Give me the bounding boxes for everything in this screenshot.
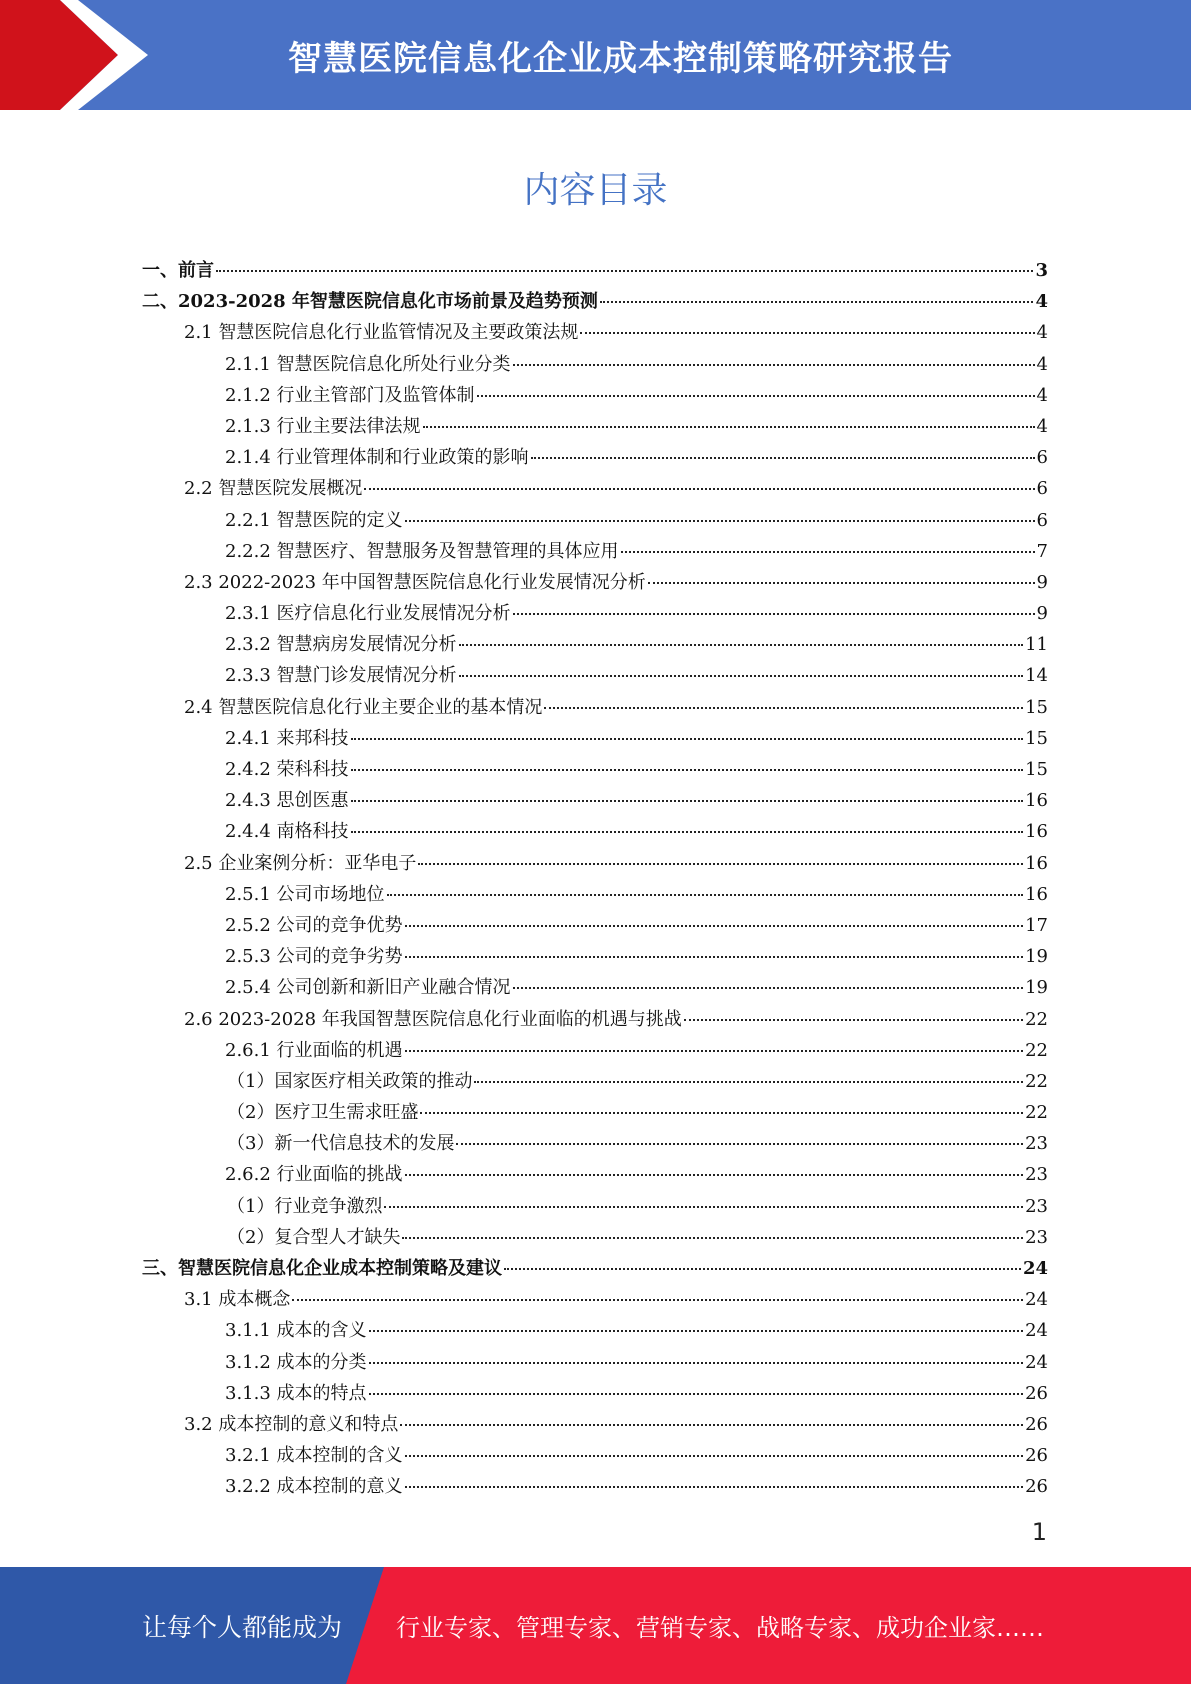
toc-entry-label: （2）复合型人才缺失 [227, 1226, 401, 1248]
toc-entry-label: 2.3.2 智慧病房发展情况分析 [225, 634, 457, 656]
toc-entry[interactable] [142, 941, 1048, 972]
toc-entry-label: 三、智慧医院信息化企业成本控制策略及建议 [142, 1258, 502, 1279]
toc-entry-page: 11 [1025, 634, 1048, 656]
toc-entry-label: 3.1.3 成本的特点 [225, 1382, 367, 1404]
toc-entry-label: 2.1.1 智慧医院信息化所处行业分类 [225, 353, 511, 375]
toc-entry-label: 3.1.1 成本的含义 [225, 1320, 367, 1342]
toc-entry[interactable] [142, 473, 1048, 504]
toc-leader-dots [648, 582, 1035, 584]
toc-entry-label: 2.3 2022-2023 年中国智慧医院信息化行业发展情况分析 [184, 571, 646, 593]
toc-entry[interactable] [142, 1035, 1048, 1066]
footer-roles: 行业专家、管理专家、营销专家、战略专家、成功企业家…… [396, 1614, 1044, 1642]
toc-leader-dots [369, 1393, 1024, 1395]
toc-leader-dots [456, 1143, 1023, 1145]
toc-entry[interactable] [142, 972, 1048, 1003]
footer-slogan: 让每个人都能成为 [142, 1612, 343, 1642]
toc-entry-page: 22 [1025, 1008, 1048, 1030]
toc-entry[interactable] [142, 910, 1048, 941]
toc-entry[interactable] [142, 1004, 1048, 1035]
toc-leader-dots [405, 1486, 1024, 1488]
toc-leader-dots [351, 738, 1024, 740]
toc-entry-page: 15 [1025, 696, 1048, 718]
toc-entry-page: 26 [1025, 1382, 1048, 1404]
toc-entry-label: 2.2.1 智慧医院的定义 [225, 509, 403, 531]
toc-entry-page: 6 [1036, 509, 1048, 531]
toc-entry-label: 一、前言 [142, 260, 214, 281]
toc-entry-label: 2.1 智慧医院信息化行业监管情况及主要政策法规 [184, 322, 579, 344]
toc-entry-page: 23 [1025, 1226, 1048, 1248]
toc-leader-dots [405, 1174, 1024, 1176]
toc-entry-page: 4 [1035, 291, 1048, 313]
toc-leader-dots [420, 1112, 1023, 1114]
toc-leader-dots [580, 332, 1034, 334]
toc-entry[interactable] [142, 629, 1048, 660]
toc-entry-page: 26 [1025, 1476, 1048, 1498]
toc-entry-label: 3.1.2 成本的分类 [225, 1351, 367, 1373]
toc-leader-dots [405, 956, 1024, 958]
toc-leader-dots [621, 551, 1035, 553]
toc-entry-label: 3.2.1 成本控制的含义 [225, 1445, 403, 1467]
toc-entry-label: 二、2023-2028 年智慧医院信息化市场前景及趋势预测 [142, 291, 598, 313]
toc-entry-page: 14 [1025, 665, 1048, 687]
toc-entry-label: 2.5 企业案例分析：亚华电子 [184, 852, 417, 874]
toc-entry-label: （1）国家医疗相关政策的推动 [227, 1070, 473, 1092]
toc-heading: 内容目录 [523, 170, 668, 211]
toc-leader-dots [292, 1299, 1023, 1301]
toc-leader-dots [351, 769, 1024, 771]
toc-entry-label: 2.2 智慧医院发展概况 [184, 478, 363, 500]
toc-leader-dots [513, 613, 1035, 615]
toc-entry-page: 23 [1025, 1195, 1048, 1217]
toc-entry-page: 9 [1036, 571, 1048, 593]
toc-entry[interactable] [142, 1222, 1048, 1253]
toc-entry-page: 17 [1025, 914, 1048, 936]
toc-leader-dots [384, 1206, 1023, 1208]
toc-leader-dots [544, 707, 1023, 709]
toc-entry-page: 9 [1036, 603, 1048, 625]
toc-entry-page: 22 [1025, 1070, 1048, 1092]
toc-entry[interactable] [142, 1159, 1048, 1190]
toc-entry-page: 24 [1022, 1258, 1048, 1279]
toc-entry[interactable] [142, 785, 1048, 816]
toc-entry-page: 19 [1025, 977, 1048, 999]
toc-leader-dots [418, 863, 1023, 865]
toc-entry-page: 23 [1025, 1164, 1048, 1186]
toc-entry-page: 19 [1025, 946, 1048, 968]
toc-entry-label: 2.3.1 医疗信息化行业发展情况分析 [225, 603, 511, 625]
toc-entry-page: 16 [1025, 883, 1048, 905]
toc-entry[interactable] [142, 1128, 1048, 1159]
toc-entry[interactable] [142, 349, 1048, 380]
toc-entry[interactable] [142, 1066, 1048, 1097]
toc-leader-dots [531, 457, 1035, 459]
toc-entry-label: 2.2.2 智慧医疗、智慧服务及智慧管理的具体应用 [225, 540, 619, 562]
toc-leader-dots [600, 301, 1034, 303]
toc-entry-label: 2.4.3 思创医惠 [225, 790, 349, 812]
toc-entry[interactable] [142, 1191, 1048, 1222]
toc-entry-page: 4 [1036, 384, 1048, 406]
toc-leader-dots [405, 925, 1024, 927]
toc-entry-label: 2.5.3 公司的竞争劣势 [225, 946, 403, 968]
toc-entry-page: 24 [1025, 1320, 1048, 1342]
table-of-contents [142, 255, 1048, 1503]
header-banner [0, 0, 1191, 110]
toc-entry[interactable] [142, 692, 1048, 723]
toc-entry-label: 2.5.2 公司的竞争优势 [225, 914, 403, 936]
toc-entry-page: 26 [1025, 1445, 1048, 1467]
toc-entry[interactable] [142, 1409, 1048, 1440]
toc-entry[interactable] [142, 380, 1048, 411]
toc-leader-dots [369, 1362, 1024, 1364]
footer-banner [0, 1567, 1191, 1684]
toc-entry[interactable] [142, 660, 1048, 691]
toc-entry-label: （2）医疗卫生需求旺盛 [227, 1102, 419, 1124]
toc-leader-dots [369, 1330, 1024, 1332]
toc-entry[interactable] [142, 1284, 1048, 1315]
toc-entry-page: 3 [1035, 260, 1048, 281]
toc-leader-dots [364, 488, 1034, 490]
toc-entry[interactable] [142, 567, 1048, 598]
toc-leader-dots [423, 426, 1035, 428]
toc-leader-dots [513, 364, 1035, 366]
toc-entry-page: 24 [1025, 1351, 1048, 1373]
toc-leader-dots [504, 1268, 1021, 1270]
toc-entry-page: 26 [1025, 1413, 1048, 1435]
toc-leader-dots [387, 894, 1024, 896]
red-chevron-icon [0, 0, 160, 110]
toc-entry[interactable] [142, 754, 1048, 785]
toc-entry[interactable] [142, 848, 1048, 879]
toc-entry-label: 2.6.2 行业面临的挑战 [225, 1164, 403, 1186]
toc-entry[interactable] [142, 598, 1048, 629]
toc-leader-dots [477, 395, 1035, 397]
toc-entry-page: 4 [1036, 322, 1048, 344]
toc-entry-page: 16 [1025, 852, 1048, 874]
toc-entry[interactable] [142, 879, 1048, 910]
toc-entry-label: 2.6.1 行业面临的机遇 [225, 1039, 403, 1061]
toc-entry-page: 22 [1025, 1102, 1048, 1124]
toc-entry-label: 2.3.3 智慧门诊发展情况分析 [225, 665, 457, 687]
toc-leader-dots [402, 1237, 1023, 1239]
toc-entry[interactable] [142, 505, 1048, 536]
toc-entry-label: 2.6 2023-2028 年我国智慧医院信息化行业面临的机遇与挑战 [184, 1008, 682, 1030]
toc-entry[interactable] [142, 286, 1048, 317]
toc-entry-label: 3.1 成本概念 [184, 1289, 291, 1311]
toc-entry-label: 2.4.1 来邦科技 [225, 727, 349, 749]
toc-entry-page: 6 [1036, 447, 1048, 469]
toc-entry[interactable] [142, 723, 1048, 754]
toc-leader-dots [405, 1050, 1024, 1052]
toc-entry-page: 4 [1036, 353, 1048, 375]
toc-entry-page: 4 [1036, 415, 1048, 437]
toc-entry[interactable] [142, 411, 1048, 442]
toc-entry-label: 2.1.2 行业主管部门及监管体制 [225, 384, 475, 406]
toc-entry-label: 2.4 智慧医院信息化行业主要企业的基本情况 [184, 696, 543, 718]
toc-leader-dots [684, 1019, 1023, 1021]
toc-entry-page: 16 [1025, 790, 1048, 812]
toc-entry-page: 24 [1025, 1289, 1048, 1311]
toc-entry[interactable] [142, 536, 1048, 567]
toc-leader-dots [351, 800, 1024, 802]
toc-entry-label: （1）行业竞争激烈 [227, 1195, 383, 1217]
toc-entry[interactable] [142, 1347, 1048, 1378]
toc-leader-dots [459, 675, 1024, 677]
toc-entry[interactable] [142, 1440, 1048, 1471]
toc-entry-page: 22 [1025, 1039, 1048, 1061]
toc-entry[interactable] [142, 442, 1048, 473]
toc-entry[interactable] [142, 1378, 1048, 1409]
toc-entry-label: （3）新一代信息技术的发展 [227, 1133, 455, 1155]
toc-entry[interactable] [142, 1253, 1048, 1284]
toc-entry[interactable] [142, 255, 1048, 286]
toc-entry-label: 3.2 成本控制的意义和特点 [184, 1413, 399, 1435]
toc-entry-page: 7 [1036, 540, 1048, 562]
toc-entry-label: 3.2.2 成本控制的意义 [225, 1476, 403, 1498]
toc-entry-page: 6 [1036, 478, 1048, 500]
toc-leader-dots [459, 644, 1024, 646]
toc-entry-page: 16 [1025, 821, 1048, 843]
toc-leader-dots [513, 987, 1024, 989]
toc-entry-label: 2.4.2 荣科科技 [225, 759, 349, 780]
toc-leader-dots [351, 831, 1024, 833]
toc-entry-label: 2.5.1 公司市场地位 [225, 883, 385, 905]
toc-entry[interactable] [142, 816, 1048, 847]
toc-entry-page: 15 [1025, 727, 1048, 749]
toc-entry[interactable] [142, 1471, 1048, 1502]
toc-leader-dots [405, 520, 1035, 522]
toc-entry-page: 23 [1025, 1133, 1048, 1155]
toc-entry[interactable] [142, 1097, 1048, 1128]
toc-entry[interactable] [142, 1315, 1048, 1346]
toc-entry-page: 15 [1025, 759, 1048, 780]
toc-entry-label: 2.1.4 行业管理体制和行业政策的影响 [225, 447, 529, 469]
toc-entry-label: 2.4.4 南格科技 [225, 821, 349, 843]
toc-leader-dots [474, 1081, 1023, 1083]
toc-entry[interactable] [142, 317, 1048, 348]
toc-entry-label: 2.5.4 公司创新和新旧产业融合情况 [225, 977, 511, 999]
toc-leader-dots [405, 1455, 1024, 1457]
report-title: 智慧医院信息化企业成本控制策略研究报告 [288, 38, 953, 79]
toc-entry-label: 2.1.3 行业主要法律法规 [225, 415, 421, 437]
page-number: 1 [1031, 1518, 1047, 1546]
toc-leader-dots [216, 270, 1033, 272]
toc-leader-dots [400, 1424, 1023, 1426]
